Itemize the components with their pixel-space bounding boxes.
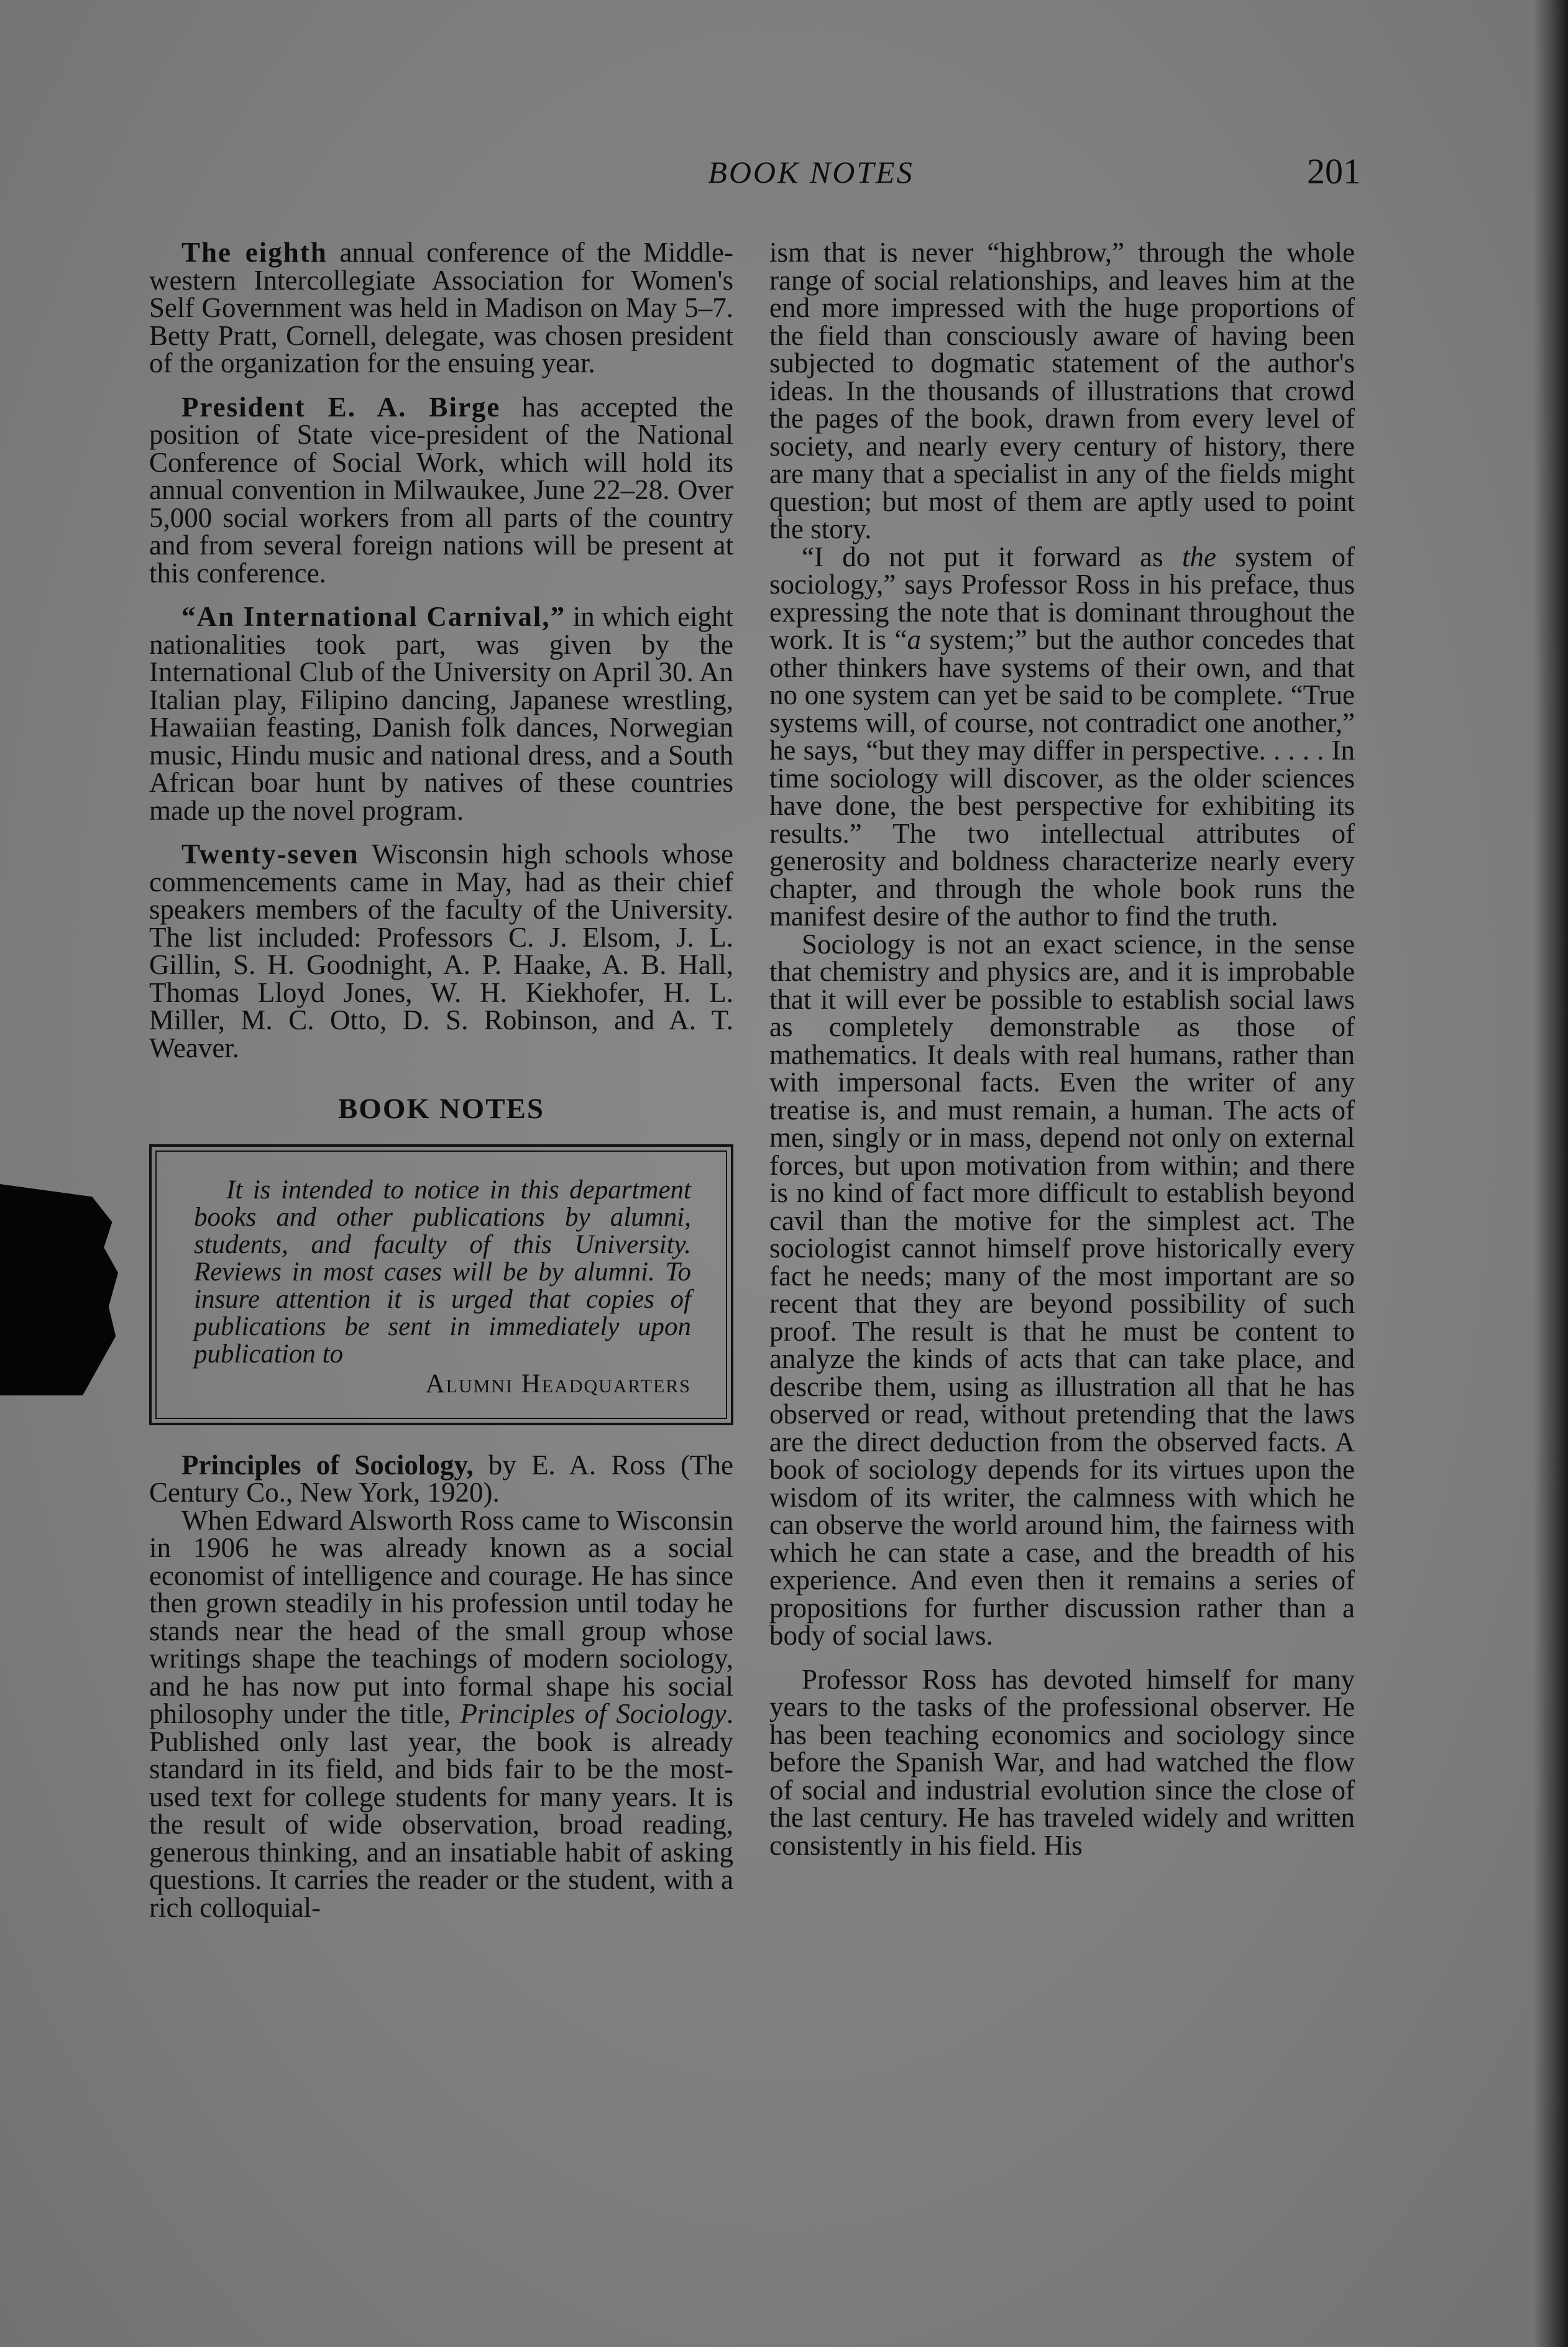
review-text: When Edward Alsworth Ross came to Wisconsin in 1906 he was already known as a social economist of intelligence and courage. He has since then grown steadily in his profession until today he stands near the head of the small group whose writings shape the teachings of modern sociology, and he has now put into formal shape his social philosophy under the title, — [149, 1504, 733, 1729]
news-item-lead: President E. A. Birge — [181, 391, 501, 423]
news-item-lead: The eighth — [181, 237, 328, 268]
review-citation: by E. A. Ross (The Century Co., New York, 1920). — [149, 1449, 733, 1508]
news-item-commencements — [149, 840, 733, 1062]
running-head: BOOK NOTES — [708, 155, 914, 190]
review-paragraph — [769, 543, 1355, 930]
notice-inner — [155, 1151, 727, 1419]
review-italic-word: the — [1181, 541, 1216, 572]
page-number: 201 — [1307, 151, 1361, 191]
news-item-birge — [149, 393, 733, 587]
review-paragraph — [149, 1504, 734, 1923]
news-item-text: Wisconsin high schools whose commencements came in May, had as their chief speakers members of the faculty of the University. The list included: Professors C. J. Elsom, J. L. Gillin, S. H. Goodnight, A. P. Haake, A. B. Hall, Thomas Lloyd Jones, W. H. Kiekhofer, H. L. Miller, M. C. Otto, D. S. Robinson, and A. T. Weaver. — [149, 838, 733, 1063]
review-title: Principles of Sociology, — [181, 1449, 474, 1481]
news-item-text: has accepted the position of State vice-president of the National Conference of Social Work, which will hold its annual convention in Milwaukee, June 22–28. Over 5,000 social workers from all parts of the country and from several foreign nations will be present at this conference. — [149, 391, 733, 589]
notice-box — [149, 1144, 733, 1425]
review-paragraph: ism that is never “highbrow,” through the whole range of social relationships, and leaves him at the end more impressed with the huge proportions of the field than consciously aware of having been subjected to dogmatic statement of the author's ideas. In the thousands of illustrations that crowd the pages of the book, drawn from every level of society, and nearly every century of history, there are many that a specialist in any of the fields might question; but most of them are aptly used to point the story. — [769, 237, 1355, 544]
notice-text: It is intended to notice in this department books and other publications by alumni, students, and faculty of this University. Reviews in most cases will be by alumni. To insure attention it is urged that copies of publications be sent in immediately upon publication to — [194, 1175, 691, 1369]
review-book-title-italic: Principles of Sociology — [460, 1698, 727, 1729]
news-item-carnival — [149, 603, 733, 824]
news-item-lead: Twenty-seven — [181, 838, 359, 870]
review-paragraph: Professor Ross has devoted himself for many years to the tasks of the professional observer. He has been teaching economics and sociology since before the Spanish War, and had watched the flow of social and industrial evolution since the close of the last century. He has traveled widely and written consistently in his field. His — [769, 1663, 1355, 1861]
section-heading: BOOK NOTES — [337, 1093, 545, 1125]
review-heading — [149, 1451, 733, 1507]
review-text: system;” but the author concedes that other thinkers have systems of their own, and that no one system can yet be said to be complete. “True systems will, of course, not contradict one another,” he says, “but they may differ in perspective. . . . . In time sociology will discover, as the older sciences have done, the best perspective for exhibiting its results.” The two intellectual attributes of generosity and boldness characterize nearly every chapter, and through the whole book runs the manifest desire of the author to find the truth. — [769, 624, 1355, 932]
news-item-text: annual conference of the Middle-western Intercollegiate Association for Women's Self Government was held in Madison on May 5–7. Betty Pratt, Cornell, delegate, was chosen president of the organization for the ensuing year. — [149, 237, 734, 379]
review-text: . Published only last year, the book is already standard in its field, and bids fair to be the most-used text for college students for many years. It is the result of wide observation, broad reading, generous thinking, and an insatiable habit of asking questions. It carries the reader or the student, with a rich colloquial- — [149, 1698, 734, 1923]
page-edge-shadow — [1534, 0, 1568, 2347]
review-text: system of sociology,” says Professor Ross in his preface, thus expressing the note that is dominant throughout the work. It is “ — [769, 541, 1355, 655]
left-column — [149, 239, 733, 1937]
news-item-conference — [149, 239, 733, 377]
news-item-text: in which eight nationalities took part, was given by the International Club of the University on April 30. An Italian play, Filipino dancing, Japanese wrestling, Hawaiian feasting, Danish folk dances, Norwegian music, Hindu music and national dress, and a South African boar hunt by natives of these countries made up the novel program. — [149, 601, 733, 826]
review-paragraph: Sociology is not an exact science, in the sense that chemistry and physics are, and it is improbable that it will ever be possible to establish social laws as completely demonstrable as those of mathematics. It deals with real humans, rather than with impersonal facts. Even the writer of any treatise is, and must remain, a human. The acts of men, singly or in mass, depend not only on external forces, but upon motivation from within; and there is no kind of fact more difficult to establish beyond cavil than the motive for the simplest act. The sociologist cannot himself prove historically every fact he needs; many of the most important are so recent that they are beyond possibility of such proof. The result is that he must be content to analyze the kinds of acts that can take place, and describe them, using as illustration all that he has observed or read, without pretending that the laws are the direct deduction from the observed facts. A book of sociology depends for its virtues upon the wisdom of its writer, the calmness with which he can observe the world around him, the fairness with which he can state a case, and the breadth of his experience. And even then it remains a series of propositions for further discussion rather than a body of social laws. — [769, 928, 1355, 1651]
review-italic-word: a — [907, 624, 922, 655]
news-item-lead: “An International Carnival,” — [181, 601, 566, 632]
notice-signature: Alumni Headquarters — [425, 1369, 691, 1399]
page-tear — [0, 1184, 118, 1395]
review-text: “I do not put it forward as — [802, 541, 1182, 572]
right-column — [769, 239, 1355, 1875]
